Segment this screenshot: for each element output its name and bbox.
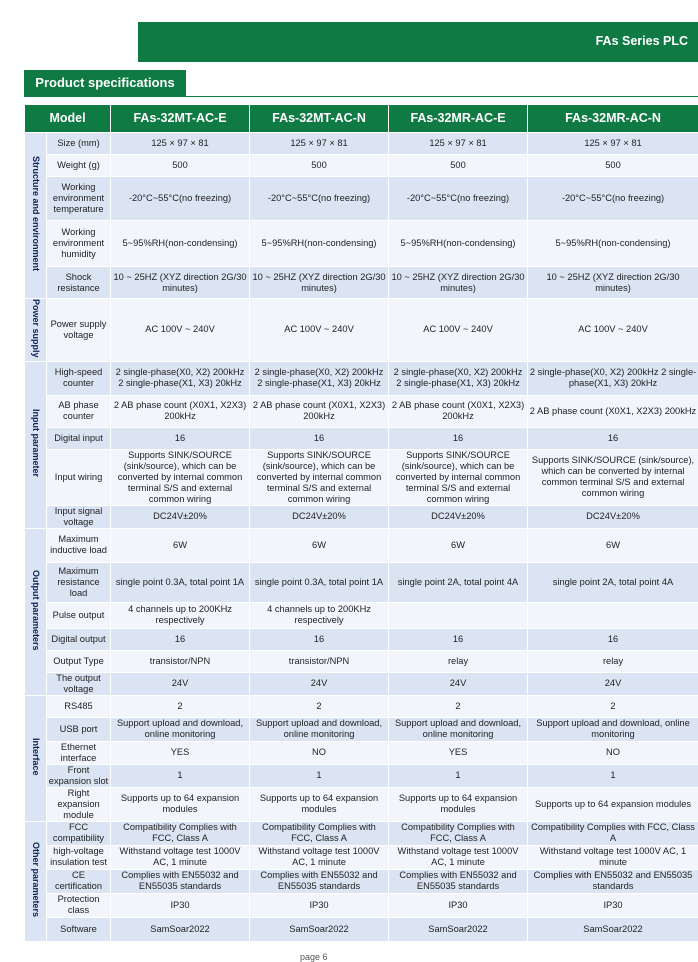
spec-value-cell: 500 — [250, 155, 389, 177]
spec-value-cell: Supports SINK/SOURCE (sink/source), which can be converted by internal common terminal S/S and external common wiring — [250, 449, 389, 505]
row-label: Weight (g) — [47, 155, 111, 177]
spec-value-cell: 2 AB phase count (X0X1, X2X3) 200kHz — [111, 395, 250, 427]
spec-value-cell: Complies with EN55032 and EN55035 standards — [389, 869, 528, 893]
spec-value-cell: Compatibility Complies with FCC, Class A — [389, 821, 528, 845]
spec-value-cell: 16 — [111, 427, 250, 449]
spec-value-cell: 16 — [389, 427, 528, 449]
spec-value-cell: Withstand voltage test 1000V AC, 1 minute — [111, 845, 250, 869]
spec-value-cell: NO — [528, 741, 698, 764]
spec-value-cell: Compatibility Complies with FCC, Class A — [111, 821, 250, 845]
group-label-cell — [25, 361, 47, 528]
section-divider — [24, 96, 698, 97]
spec-value-cell: Complies with EN55032 and EN55035 standards — [528, 869, 698, 893]
spec-value-cell: 16 — [111, 628, 250, 650]
spec-value-cell: Compatibility Complies with FCC, Class A — [250, 821, 389, 845]
group-label-cell — [25, 821, 47, 941]
spec-value-cell: Supports up to 64 expansion modules — [528, 787, 698, 821]
spec-value-cell: single point 2A, total point 4A — [528, 562, 698, 602]
row-label: RS485 — [47, 695, 111, 717]
model-header: Model — [25, 105, 111, 133]
spec-value-cell: 125 × 97 × 81 — [528, 133, 698, 155]
header-title: FAs Series PLC — [596, 34, 688, 48]
spec-value-cell: 2 — [389, 695, 528, 717]
spec-value-cell: Support upload and download, online monitoring — [250, 717, 389, 741]
table-row — [25, 221, 698, 267]
row-label: High-speed counter — [47, 361, 111, 395]
row-label: USB port — [47, 717, 111, 741]
spec-value-cell: 6W — [528, 528, 698, 562]
spec-value-cell: DC24V±20% — [111, 505, 250, 528]
spec-value-cell: DC24V±20% — [250, 505, 389, 528]
spec-value-cell: Supports up to 64 expansion modules — [389, 787, 528, 821]
spec-table-body — [25, 133, 698, 942]
spec-value-cell: 2 — [250, 695, 389, 717]
spec-value-cell: 10 ~ 25HZ (XYZ direction 2G/30 minutes) — [528, 267, 698, 299]
spec-value-cell: -20°C~55°C(no freezing) — [250, 177, 389, 221]
spec-value-cell: -20°C~55°C(no freezing) — [389, 177, 528, 221]
spec-value-cell: 125 × 97 × 81 — [389, 133, 528, 155]
header-bar — [138, 22, 698, 62]
spec-value-cell: 2 AB phase count (X0X1, X2X3) 200kHz — [250, 395, 389, 427]
spec-value-cell: 2 AB phase count (X0X1, X2X3) 200kHz — [528, 395, 698, 427]
spec-value-cell: AC 100V ~ 240V — [528, 299, 698, 362]
spec-value-cell: DC24V±20% — [389, 505, 528, 528]
spec-value-cell: 125 × 97 × 81 — [111, 133, 250, 155]
group-label: Interface — [30, 738, 41, 776]
model-column-header: FAs-32MT-AC-E — [111, 105, 250, 133]
spec-value-cell: 6W — [111, 528, 250, 562]
table-row — [25, 528, 698, 562]
spec-value-cell: 5~95%RH(non-condensing) — [389, 221, 528, 267]
row-label: Ethernet interface — [47, 741, 111, 764]
table-row — [25, 893, 698, 917]
spec-value-cell: 24V — [250, 672, 389, 695]
row-label: Output Type — [47, 650, 111, 672]
page-number: page 6 — [300, 952, 328, 962]
spec-value-cell: 5~95%RH(non-condensing) — [111, 221, 250, 267]
row-label: Size (mm) — [47, 133, 111, 155]
table-row — [25, 695, 698, 717]
spec-value-cell: 10 ~ 25HZ (XYZ direction 2G/30 minutes) — [111, 267, 250, 299]
spec-value-cell: 24V — [389, 672, 528, 695]
spec-value-cell: Withstand voltage test 1000V AC, 1 minute — [250, 845, 389, 869]
spec-value-cell: 2 — [111, 695, 250, 717]
group-label-cell — [25, 133, 47, 299]
spec-value-cell: single point 0.3A, total point 1A — [250, 562, 389, 602]
spec-value-cell: 2 single-phase(X0, X2) 200kHz 2 single-phase(X1, X3) 20kHz — [111, 361, 250, 395]
row-label: Input signal voltage — [47, 505, 111, 528]
spec-value-cell: 1 — [250, 764, 389, 787]
spec-value-cell: 10 ~ 25HZ (XYZ direction 2G/30 minutes) — [389, 267, 528, 299]
spec-value-cell: 16 — [389, 628, 528, 650]
spec-value-cell — [528, 602, 698, 628]
table-row — [25, 717, 698, 741]
group-label: Other parameters — [30, 842, 41, 917]
section-title: Product specifications — [24, 70, 186, 96]
spec-value-cell: 5~95%RH(non-condensing) — [528, 221, 698, 267]
spec-value-cell: Supports up to 64 expansion modules — [111, 787, 250, 821]
table-row — [25, 845, 698, 869]
spec-value-cell: Complies with EN55032 and EN55035 standards — [111, 869, 250, 893]
spec-value-cell: relay — [389, 650, 528, 672]
spec-value-cell: SamSoar2022 — [528, 917, 698, 941]
spec-value-cell: 1 — [528, 764, 698, 787]
spec-value-cell: 4 channels up to 200KHz respectively — [250, 602, 389, 628]
spec-value-cell: transistor/NPN — [111, 650, 250, 672]
spec-value-cell: 2 single-phase(X0, X2) 200kHz 2 single-phase(X1, X3) 20kHz — [528, 361, 698, 395]
spec-value-cell: -20°C~55°C(no freezing) — [111, 177, 250, 221]
group-label: Output parameters — [30, 570, 41, 651]
spec-value-cell — [389, 602, 528, 628]
spec-value-cell: 24V — [528, 672, 698, 695]
spec-value-cell: 16 — [250, 427, 389, 449]
spec-value-cell: 10 ~ 25HZ (XYZ direction 2G/30 minutes) — [250, 267, 389, 299]
spec-value-cell: Supports SINK/SOURCE (sink/source), which can be converted by internal common terminal S/S and external common wiring — [111, 449, 250, 505]
group-label-cell — [25, 528, 47, 695]
row-label: high-voltage insulation test — [47, 845, 111, 869]
spec-value-cell: 1 — [111, 764, 250, 787]
spec-value-cell: 6W — [389, 528, 528, 562]
spec-value-cell: 500 — [528, 155, 698, 177]
model-column-header: FAs-32MT-AC-N — [250, 105, 389, 133]
spec-value-cell: 125 × 97 × 81 — [250, 133, 389, 155]
spec-value-cell: Withstand voltage test 1000V AC, 1 minute — [528, 845, 698, 869]
table-row — [25, 602, 698, 628]
spec-value-cell: 6W — [250, 528, 389, 562]
spec-value-cell: YES — [111, 741, 250, 764]
row-label: Input wiring — [47, 449, 111, 505]
spec-value-cell: DC24V±20% — [528, 505, 698, 528]
table-row — [25, 628, 698, 650]
spec-value-cell: SamSoar2022 — [111, 917, 250, 941]
spec-value-cell: AC 100V ~ 240V — [250, 299, 389, 362]
spec-value-cell: YES — [389, 741, 528, 764]
row-label: FCC compatibility — [47, 821, 111, 845]
spec-value-cell: 16 — [528, 427, 698, 449]
spec-value-cell: Support upload and download, online monitoring — [528, 717, 698, 741]
row-label: Digital input — [47, 427, 111, 449]
row-label: Power supply voltage — [47, 299, 111, 362]
table-row — [25, 449, 698, 505]
row-label: Front expansion slot — [47, 764, 111, 787]
spec-value-cell: NO — [250, 741, 389, 764]
model-column-header: FAs-32MR-AC-E — [389, 105, 528, 133]
group-label-cell — [25, 299, 47, 362]
spec-value-cell: Supports SINK/SOURCE (sink/source), which can be converted by internal common terminal S/S and external common wiring — [389, 449, 528, 505]
spec-value-cell: transistor/NPN — [250, 650, 389, 672]
spec-value-cell: 500 — [389, 155, 528, 177]
spec-value-cell: 5~95%RH(non-condensing) — [250, 221, 389, 267]
table-row — [25, 917, 698, 941]
spec-value-cell: 1 — [389, 764, 528, 787]
table-row — [25, 650, 698, 672]
row-label: The output voltage — [47, 672, 111, 695]
table-row — [25, 177, 698, 221]
spec-value-cell: -20°C~55°C(no freezing) — [528, 177, 698, 221]
spec-value-cell: SamSoar2022 — [250, 917, 389, 941]
table-row — [25, 133, 698, 155]
row-label: Working environment humidity — [47, 221, 111, 267]
spec-value-cell: Complies with EN55032 and EN55035 standards — [250, 869, 389, 893]
spec-value-cell: Supports up to 64 expansion modules — [250, 787, 389, 821]
spec-table — [24, 104, 698, 942]
spec-value-cell: single point 2A, total point 4A — [389, 562, 528, 602]
spec-value-cell: IP30 — [250, 893, 389, 917]
spec-value-cell: relay — [528, 650, 698, 672]
table-row — [25, 869, 698, 893]
row-label: Shock resistance — [47, 267, 111, 299]
table-row — [25, 361, 698, 395]
table-row — [25, 764, 698, 787]
group-label: Input parameter — [30, 409, 41, 477]
row-label: AB phase counter — [47, 395, 111, 427]
spec-value-cell: Supports SINK/SOURCE (sink/source), which can be converted by internal common terminal S/S and external common wiring — [528, 449, 698, 505]
spec-value-cell: 2 AB phase count (X0X1, X2X3) 200kHz — [389, 395, 528, 427]
table-row — [25, 741, 698, 764]
row-label: Pulse output — [47, 602, 111, 628]
spec-value-cell: 4 channels up to 200KHz respectively — [111, 602, 250, 628]
spec-value-cell: 24V — [111, 672, 250, 695]
table-row — [25, 787, 698, 821]
table-header-row — [25, 105, 698, 133]
table-row — [25, 267, 698, 299]
spec-value-cell: 2 single-phase(X0, X2) 200kHz 2 single-phase(X1, X3) 20kHz — [389, 361, 528, 395]
spec-value-cell: Support upload and download, online monitoring — [111, 717, 250, 741]
spec-value-cell: AC 100V ~ 240V — [389, 299, 528, 362]
row-label: CE certification — [47, 869, 111, 893]
spec-value-cell: 2 single-phase(X0, X2) 200kHz 2 single-phase(X1, X3) 20kHz — [250, 361, 389, 395]
table-row — [25, 155, 698, 177]
table-row — [25, 505, 698, 528]
spec-value-cell: single point 0.3A, total point 1A — [111, 562, 250, 602]
spec-value-cell: IP30 — [389, 893, 528, 917]
spec-value-cell: 500 — [111, 155, 250, 177]
spec-value-cell: IP30 — [111, 893, 250, 917]
row-label: Digital output — [47, 628, 111, 650]
row-label: Maximum resistance load — [47, 562, 111, 602]
group-label: Structure and environment — [30, 156, 41, 271]
row-label: Maximum inductive load — [47, 528, 111, 562]
row-label: Right expansion module — [47, 787, 111, 821]
spec-value-cell: 2 — [528, 695, 698, 717]
row-label: Working environment temperature — [47, 177, 111, 221]
table-row — [25, 395, 698, 427]
spec-value-cell: SamSoar2022 — [389, 917, 528, 941]
table-row — [25, 821, 698, 845]
spec-value-cell: IP30 — [528, 893, 698, 917]
group-label: Power supply — [30, 299, 41, 358]
spec-value-cell: Compatibility Complies with FCC, Class A — [528, 821, 698, 845]
table-row — [25, 299, 698, 362]
table-row — [25, 672, 698, 695]
spec-value-cell: 16 — [528, 628, 698, 650]
spec-value-cell: Withstand voltage test 1000V AC, 1 minute — [389, 845, 528, 869]
group-label-cell — [25, 695, 47, 821]
row-label: Software — [47, 917, 111, 941]
spec-value-cell: AC 100V ~ 240V — [111, 299, 250, 362]
row-label: Protection class — [47, 893, 111, 917]
model-column-header: FAs-32MR-AC-N — [528, 105, 698, 133]
spec-value-cell: Support upload and download, online monitoring — [389, 717, 528, 741]
table-row — [25, 427, 698, 449]
table-row — [25, 562, 698, 602]
spec-value-cell: 16 — [250, 628, 389, 650]
